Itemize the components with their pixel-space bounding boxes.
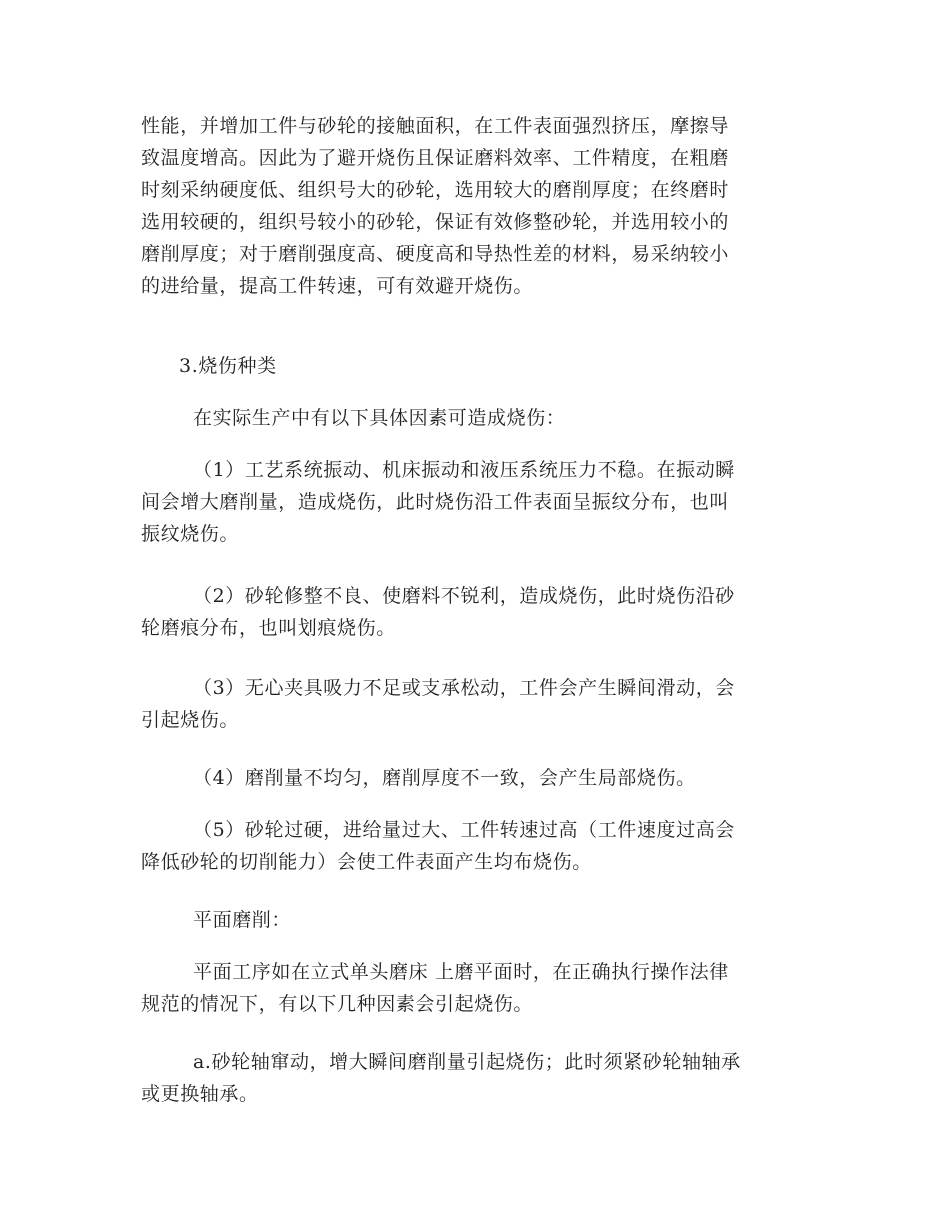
text-line: 规范的情况下，有以下几种因素会引起烧伤。 bbox=[141, 993, 534, 1015]
section-heading bbox=[141, 350, 809, 382]
text-line: a.砂轮轴窜动，增大瞬间磨削量引起烧伤；此时须紧砂轮轴轴承 bbox=[193, 1051, 741, 1073]
section-heading-text: 3.烧伤种类 bbox=[179, 355, 277, 377]
text-line: 引起烧伤。 bbox=[141, 709, 240, 731]
text-line: 磨削厚度；对于磨削强度高、硬度高和导热性差的材料，易采纳较小 bbox=[141, 243, 730, 265]
text-line: 间会增大磨削量，造成烧伤，此时烧伤沿工件表面呈振纹分布，也叫 bbox=[141, 491, 730, 513]
text-line: 振纹烧伤。 bbox=[141, 523, 240, 545]
text-line: 在实际生产中有以下具体因素可造成烧伤： bbox=[193, 407, 566, 429]
subheading-text: 平面磨削： bbox=[193, 909, 292, 931]
text-line: （1）工艺系统振动、机床振动和液压系统压力不稳。在振动瞬 bbox=[193, 459, 735, 481]
paragraph-burn-avoidance bbox=[141, 110, 809, 302]
list-item-1 bbox=[141, 454, 809, 550]
text-line: 轮磨痕分布，也叫划痕烧伤。 bbox=[141, 617, 396, 639]
text-line: 选用较硬的，组织号较小的砂轮，保证有效修整砂轮，并选用较小的 bbox=[141, 211, 730, 233]
text-line: （2）砂轮修整不良、使磨料不锐利，造成烧伤，此时烧伤沿砂 bbox=[193, 585, 735, 607]
text-line: （3）无心夹具吸力不足或支承松动，工件会产生瞬间滑动，会 bbox=[193, 677, 735, 699]
text-line: （4）磨削量不均匀，磨削厚度不一致，会产生局部烧伤。 bbox=[193, 767, 696, 789]
list-item-2 bbox=[141, 580, 809, 644]
text-line: 时刻采纳硬度低、组织号大的砂轮，选用较大的磨削厚度；在终磨时 bbox=[141, 179, 730, 201]
text-line: （5）砂轮过硬，进给量过大、工件转速过高（工件速度过高会 bbox=[193, 819, 735, 841]
text-line: 降低砂轮的切削能力）会使工件表面产生均布烧伤。 bbox=[141, 851, 592, 873]
paragraph-intro bbox=[141, 402, 809, 434]
text-line: 或更换轴承。 bbox=[141, 1083, 259, 1105]
paragraph-surface-process bbox=[141, 956, 809, 1020]
text-line: 致温度增高。因此为了避开烧伤且保证磨料效率、工件精度，在粗磨 bbox=[141, 147, 730, 169]
text-line: 的进给量，提高工件转速，可有效避开烧伤。 bbox=[141, 275, 534, 297]
text-line: 性能，并增加工件与砂轮的接触面积，在工件表面强烈挤压，摩擦导 bbox=[141, 115, 730, 137]
list-item-3 bbox=[141, 672, 809, 736]
list-item-4 bbox=[141, 762, 809, 794]
text-line: 平面工序如在立式单头磨床 上磨平面时，在正确执行操作法律 bbox=[193, 961, 729, 983]
subheading-surface-grinding bbox=[141, 904, 809, 936]
list-item-5 bbox=[141, 814, 809, 878]
list-item-a bbox=[141, 1046, 809, 1110]
